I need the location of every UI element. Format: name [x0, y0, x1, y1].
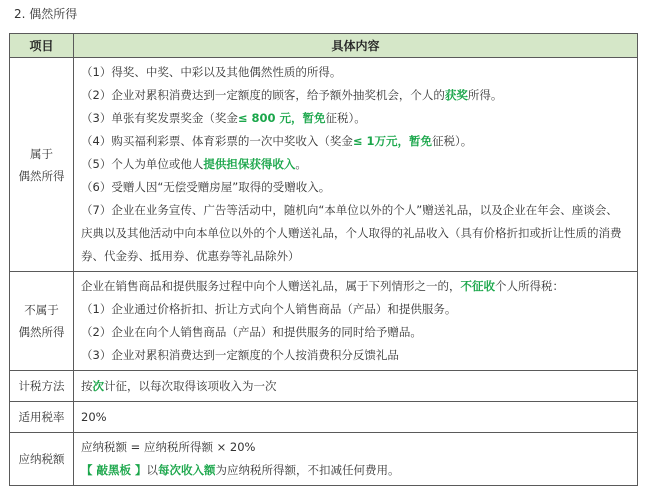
- included-item-1: （1）得奖、中奖、中彩以及其他偶然性质的所得。: [81, 65, 342, 79]
- included-item-5: （5）个人为单位或他人提供担保获得收入。: [81, 157, 307, 171]
- excluded-item-2: （2）企业在向个人销售商品（产品）和提供服务的同时给予赠品。: [81, 325, 422, 339]
- row-tax: [10, 433, 638, 486]
- excluded-item-3: （3）企业对累积消费达到一定额度的个人按消费积分反馈礼品: [81, 348, 399, 362]
- section-heading: 2. 偶然所得: [14, 7, 78, 21]
- label-included-line1: 属于: [30, 146, 53, 161]
- content-rate: 20%: [74, 402, 638, 433]
- label-tax: 应纳税额: [10, 433, 74, 486]
- tax-note: 【 敲黑板 】以每次收入额为应纳税所得额，不扣减任何费用。: [81, 463, 400, 477]
- row-excluded: [10, 272, 638, 371]
- label-method: 计税方法: [10, 371, 74, 402]
- excluded-intro: 企业在销售商品和提供服务过程中向个人赠送礼品，属于下列情形之一的，不征收个人所得税：: [81, 279, 564, 293]
- header-item: 项目: [10, 34, 74, 58]
- content-tax: [74, 433, 638, 486]
- content-method: 按次计征，以每次取得该项收入为一次: [74, 371, 638, 402]
- label-excluded-line1: 不属于: [24, 303, 59, 317]
- excluded-item-1: （1）企业通过价格折扣、折让方式向个人销售商品（产品）和提供服务。: [81, 302, 457, 316]
- row-rate: [10, 402, 638, 433]
- label-rate: 适用税率: [10, 402, 74, 433]
- label-excluded-line2: 偶然所得: [18, 325, 65, 339]
- included-item-4: （4）购买福利彩票、体育彩票的一次中奖收入（奖金≤ 1万元，暂免征税）。: [81, 134, 473, 148]
- header-content: 具体内容: [74, 34, 638, 58]
- included-item-2: （2）企业对累积消费达到一定额度的顾客，给予额外抽奖机会，个人的获奖所得。: [81, 88, 503, 102]
- label-included-line2: 偶然所得: [18, 168, 65, 183]
- label-excluded: [10, 272, 74, 371]
- tax-formula: 应纳税额 = 应纳税所得额 × 20%: [81, 440, 256, 454]
- included-item-3: （3）单张有奖发票奖金（奖金≤ 800 元，暂免征税）。: [81, 111, 366, 125]
- tax-info-table: [9, 33, 638, 486]
- label-included: [10, 58, 74, 272]
- row-included: [10, 58, 638, 272]
- included-item-7: （7）企业在业务宣传、广告等活动中，随机向“本单位以外的个人”赠送礼品，以及企业在年会、座谈会、庆典以及其他活动中向本单位以外的个人赠送礼品，个人取得的礼品收入（具有价格折扣或折让性质的消费券、代金券、抵用券、优惠券等礼品除外）: [81, 203, 622, 263]
- included-item-6: （6）受赠人因“无偿受赠房屋”取得的受赠收入。: [81, 180, 331, 194]
- table-header-row: [10, 34, 638, 58]
- content-excluded: [74, 272, 638, 371]
- row-method: [10, 371, 638, 402]
- content-included: [74, 58, 638, 272]
